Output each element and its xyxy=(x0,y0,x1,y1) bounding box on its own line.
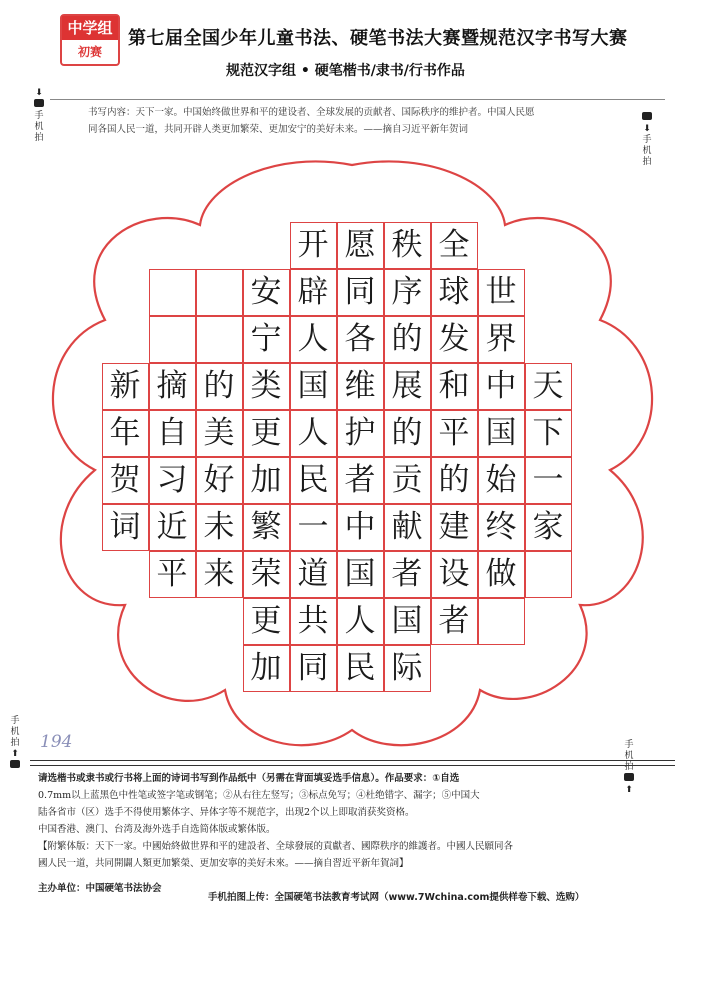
grid-character: 中 xyxy=(485,367,517,404)
grid-cell xyxy=(243,551,290,598)
grid-character: 始 xyxy=(485,461,517,498)
grid-character: 未 xyxy=(203,508,235,545)
grid-character: 平 xyxy=(438,414,470,451)
grid-character: 同 xyxy=(297,649,329,686)
grid-cell xyxy=(290,269,337,316)
page-subtitle: 规范汉字组 • 硬笔楷书/隶书/行书作品 xyxy=(226,63,465,79)
grid-character: 献 xyxy=(391,508,423,545)
grid-cell xyxy=(525,504,572,551)
up-arrow-icon: ⬆ xyxy=(11,749,19,759)
grid-cell xyxy=(196,410,243,457)
grid-cell xyxy=(384,598,431,645)
organizer: 主办单位：中国硬笔书法协会 xyxy=(38,883,162,894)
grid-cell xyxy=(478,457,525,504)
grid-character: 者 xyxy=(438,602,470,639)
grid-cell xyxy=(384,457,431,504)
grid-character: 和 xyxy=(438,367,470,404)
grid-character: 中 xyxy=(344,508,376,545)
grid-cell xyxy=(196,363,243,410)
requirement-line-4: 中国香港、澳门、台湾及海外选手自选简体版或繁体版。 xyxy=(38,824,276,835)
grid-character: 的 xyxy=(203,367,235,404)
grid-cell xyxy=(102,363,149,410)
grid-character: 展 xyxy=(391,367,423,404)
grid-character: 者 xyxy=(344,461,376,498)
grid-character: 繁 xyxy=(250,508,282,545)
grid-character: 界 xyxy=(485,320,517,357)
grid-cell-empty xyxy=(525,551,572,598)
grid-character: 开 xyxy=(297,226,329,263)
grid-character: 类 xyxy=(250,367,282,404)
grid-cell xyxy=(243,269,290,316)
grid-character: 建 xyxy=(438,508,470,545)
grid-character: 天 xyxy=(532,367,564,404)
grid-character: 国 xyxy=(297,367,329,404)
grid-character: 自 xyxy=(156,414,188,451)
grid-character: 来 xyxy=(203,555,235,592)
grid-cell xyxy=(337,551,384,598)
grid-cell xyxy=(431,222,478,269)
page-title: 第七届全国少年儿童书法、硬笔书法大赛暨规范汉字书写大赛 xyxy=(128,28,628,49)
requirement-line-1: 请选楷书或隶书或行书将上面的诗词书写到作品纸中（另需在背面填妥选手信息）。作品要求：①自选 xyxy=(38,773,460,784)
down-arrow-icon: ⬇ xyxy=(643,124,651,134)
grid-cell xyxy=(243,316,290,363)
grid-cell xyxy=(337,504,384,551)
grid-cell xyxy=(196,457,243,504)
grid-cell xyxy=(337,598,384,645)
grid-cell xyxy=(149,457,196,504)
requirement-line-3: 陆各省市（区）选手不得使用繁体字、异体字等不规范字，出现2个以上即取消获奖资格。 xyxy=(38,807,415,818)
grid-cell xyxy=(384,222,431,269)
grid-character: 终 xyxy=(485,508,517,545)
grid-cell xyxy=(337,363,384,410)
grid-cell-empty xyxy=(149,504,196,551)
down-arrow-icon: ⬇ xyxy=(35,88,43,98)
badge-round-label: 初赛 xyxy=(77,45,102,59)
grid-cell xyxy=(290,645,337,692)
grid-cell xyxy=(243,410,290,457)
grid-cell-empty xyxy=(102,504,149,551)
grid-cell xyxy=(243,363,290,410)
grid-character: 平 xyxy=(156,555,188,592)
grid-character: 国 xyxy=(344,555,376,592)
grid-character: 国 xyxy=(391,602,423,639)
grid-character: 民 xyxy=(297,461,329,498)
grid-cell xyxy=(384,316,431,363)
grid-cell xyxy=(196,551,243,598)
grid-cell xyxy=(102,410,149,457)
grid-cell xyxy=(149,410,196,457)
grid-cell xyxy=(525,363,572,410)
grid-cell xyxy=(290,363,337,410)
grid-character: 贡 xyxy=(391,461,423,498)
grid-character: 习 xyxy=(156,461,188,498)
grid-cell xyxy=(384,551,431,598)
grid-character: 贺 xyxy=(109,461,141,498)
requirements xyxy=(38,770,658,872)
grid-cell-empty xyxy=(478,551,525,598)
grid-character: 序 xyxy=(391,273,423,310)
grid-character: 新 xyxy=(109,367,141,404)
grid-character: 好 xyxy=(203,461,235,498)
grid-character: 的 xyxy=(391,414,423,451)
grid-cell xyxy=(337,222,384,269)
grid-character: 年 xyxy=(109,414,141,451)
grid-cell xyxy=(384,269,431,316)
grid-character: 发 xyxy=(438,320,470,357)
grid-cell xyxy=(384,645,431,692)
grid-cell xyxy=(337,316,384,363)
requirement-line-5: 【附繁体版：天下一家。中國始終做世界和平的建設者、全球發展的貢獻者、國際秩序的維護者。中國人民願同各 xyxy=(38,841,514,852)
grid-cell xyxy=(290,598,337,645)
grid-character: 家 xyxy=(532,508,564,545)
grid-cell xyxy=(290,457,337,504)
grid-cell xyxy=(431,363,478,410)
side-tag-label: 手机拍 xyxy=(642,135,652,167)
content-line-2: 同各国人民一道，共同开辟人类更加繁荣、更加安宁的美好未来。——摘自习近平新年贺词 xyxy=(88,124,469,135)
grid-character: 人 xyxy=(344,602,376,639)
grid-character: 球 xyxy=(438,273,470,310)
grid-cell xyxy=(149,551,196,598)
grid-cell xyxy=(431,269,478,316)
grid-cell xyxy=(290,504,337,551)
requirement-line-6: 國人民一道，共同開闢人類更加繁榮、更加安寧的美好未來。——摘自習近平新年賀詞】 xyxy=(38,858,409,869)
grid-cell xyxy=(431,551,478,598)
grid-character: 宁 xyxy=(250,320,282,357)
grid-cell xyxy=(102,457,149,504)
grid-character: 者 xyxy=(391,555,423,592)
grid-cell xyxy=(243,645,290,692)
grid-cell xyxy=(290,410,337,457)
grid-character: 加 xyxy=(250,461,282,498)
grid-character: 秩 xyxy=(391,226,423,263)
grid-cell xyxy=(431,410,478,457)
grid-character: 各 xyxy=(344,320,376,357)
content-line-1: 书写内容：天下一家。中国始终做世界和平的建设者、全球发展的贡献者、国际秩序的维护者。中国人民愿 xyxy=(88,107,535,118)
pencil-number: 194 xyxy=(40,732,73,752)
grid-cell xyxy=(243,504,290,551)
grid-character: 荣 xyxy=(250,555,282,592)
grid-character: 更 xyxy=(250,414,282,451)
grid-cell xyxy=(384,363,431,410)
grid-character: 下 xyxy=(532,414,564,451)
grid-character: 辟 xyxy=(297,273,329,310)
grid-character: 的 xyxy=(438,461,470,498)
grid-cell xyxy=(290,222,337,269)
grid-cell-empty xyxy=(196,504,243,551)
grid-cell-empty xyxy=(149,269,196,316)
grid-cell xyxy=(243,457,290,504)
grid-character: 人 xyxy=(297,320,329,357)
grid-character: 做 xyxy=(485,555,517,592)
grid-character: 安 xyxy=(250,273,282,310)
grid-character: 世 xyxy=(485,273,517,310)
grid-character: 人 xyxy=(297,414,329,451)
grid-character: 际 xyxy=(391,649,423,686)
grid-character: 词 xyxy=(109,508,141,545)
grid-character: 一 xyxy=(532,461,564,498)
requirement-line-2: 0.7mm以上蓝黑色中性笔或签字笔或钢笔；②从右往左竖写；③标点免写；④杜绝错字、漏字；⑤中国大 xyxy=(38,790,480,801)
grid-cell xyxy=(337,645,384,692)
grid-cell xyxy=(478,410,525,457)
grid-cell xyxy=(431,598,478,645)
grid-character: 国 xyxy=(485,414,517,451)
grid-cell xyxy=(384,504,431,551)
grid-cell xyxy=(525,410,572,457)
grid-character: 护 xyxy=(344,414,376,451)
grid-cell xyxy=(431,457,478,504)
grid-cell xyxy=(337,457,384,504)
up-arrow-icon: ⬆ xyxy=(625,785,633,795)
grid-character: 民 xyxy=(344,649,376,686)
grid-cell xyxy=(337,410,384,457)
grid-cell-empty xyxy=(243,598,290,645)
grid-cell-empty xyxy=(196,316,243,363)
footer-divider-thin xyxy=(30,765,675,766)
grid-character: 加 xyxy=(250,649,282,686)
grid-cell xyxy=(290,551,337,598)
side-tag-label: 手机拍 xyxy=(10,716,20,748)
grid-character: 一 xyxy=(297,508,329,545)
grid-cell xyxy=(337,269,384,316)
grid-character: 维 xyxy=(344,367,376,404)
grid-cell xyxy=(478,363,525,410)
grid-cell xyxy=(384,410,431,457)
grid-character: 道 xyxy=(297,555,329,592)
grid-cell xyxy=(290,316,337,363)
grid-cell-empty xyxy=(196,269,243,316)
grid-character: 同 xyxy=(344,273,376,310)
grid-cell xyxy=(478,269,525,316)
grid-cell xyxy=(431,504,478,551)
grid-character: 设 xyxy=(438,555,470,592)
grid-character: 愿 xyxy=(344,226,376,263)
grid-cell xyxy=(525,457,572,504)
grid-character: 共 xyxy=(297,602,329,639)
grid-cell xyxy=(478,316,525,363)
grid-cell xyxy=(478,504,525,551)
grid-character: 全 xyxy=(438,226,470,263)
side-tag-label: 手机拍 xyxy=(34,111,44,143)
grid-character: 摘 xyxy=(156,367,188,404)
grid-cell-empty xyxy=(478,598,525,645)
grid-character: 美 xyxy=(203,414,235,451)
grid-character: 更 xyxy=(250,602,282,639)
grid-character: 近 xyxy=(156,508,188,545)
side-tag-label: 手机拍 xyxy=(624,740,634,772)
badge-group-label: 中学组 xyxy=(62,16,118,40)
grid-character: 的 xyxy=(391,320,423,357)
grid-cell-empty xyxy=(149,316,196,363)
footer-divider-thick xyxy=(30,760,675,761)
grid-cell xyxy=(431,316,478,363)
grid-cell xyxy=(149,363,196,410)
upload-info: 手机拍图上传：全国硬笔书法教育考试网（www.7Wchina.com提供样卷下载、选购） xyxy=(208,892,585,903)
